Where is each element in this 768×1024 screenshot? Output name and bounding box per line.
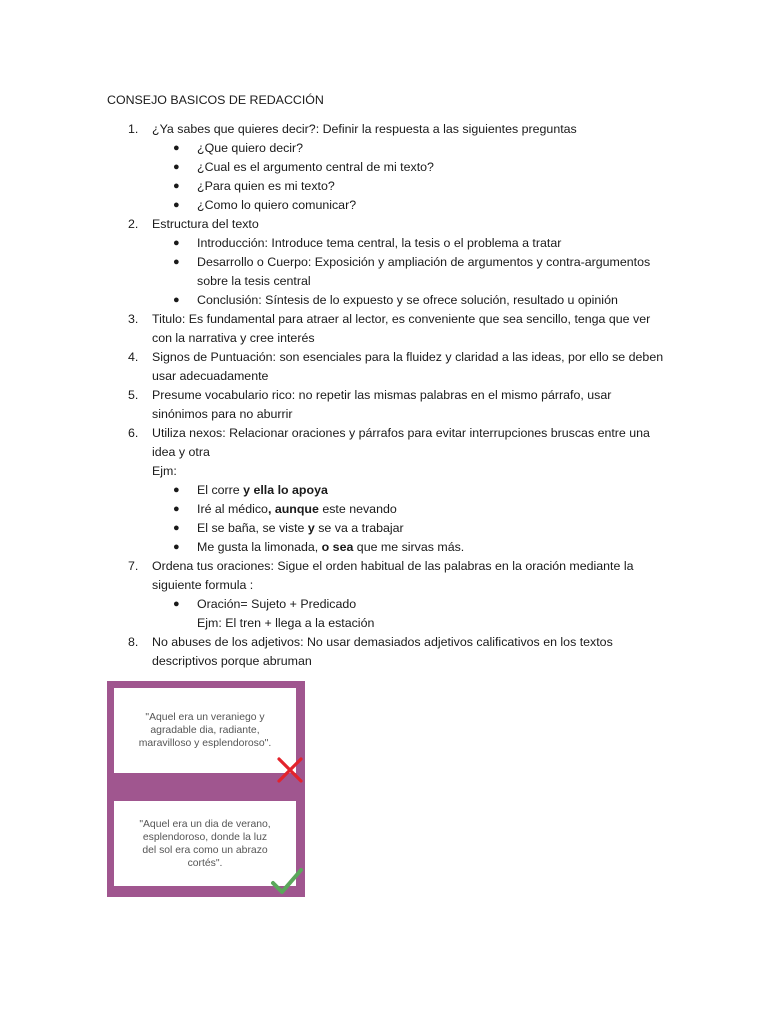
bullet-icon: ● — [173, 522, 180, 534]
sub-list — [152, 139, 667, 215]
sub-item: ● ¿Para quien es mi texto? — [152, 177, 667, 196]
wrong-example-card — [114, 688, 296, 773]
item-number: 4. — [128, 350, 139, 364]
sub-item: ● Desarrollo o Cuerpo: Exposición y ampliación de argumentos y contra-argumentos sobre la tesis central — [173, 255, 651, 288]
item-number: 6. — [128, 426, 139, 440]
bullet-icon: ● — [173, 484, 180, 496]
item-number: 1. — [128, 122, 139, 136]
list-item — [107, 424, 667, 557]
example-list — [152, 481, 667, 557]
item-number: 7. — [128, 559, 139, 573]
document-title: CONSEJO BASICOS DE REDACCIÓN — [107, 93, 324, 107]
wrong-example-text: "Aquel era un veraniego y agradable dia, radiante, maravilloso y esplendoroso". — [138, 712, 272, 749]
item-number: 8. — [128, 635, 139, 649]
sub-item: ● Conclusión: Síntesis de lo expuesto y se ofrece solución, resultado u opinión — [152, 291, 667, 310]
example-item: ● Me gusta la limonada, o sea que me sirvas más. — [152, 538, 667, 557]
list-item — [107, 386, 667, 424]
bullet-icon: ● — [173, 503, 180, 515]
list-item — [107, 310, 667, 348]
sub-item: ● Introducción: Introduce tema central, la tesis o el problema a tratar — [152, 234, 667, 253]
sub-item: ● ¿Que quiero decir? — [152, 139, 667, 158]
example-note: Ejm: El tren + llega a la estación — [197, 616, 375, 630]
item-number: 5. — [128, 388, 139, 402]
example-label: Ejm: — [152, 464, 177, 478]
item-text: Ordena tus oraciones: Sigue el orden habitual de las palabras en la oración mediante la siguiente formula : — [152, 559, 634, 592]
bullet-icon: ● — [173, 180, 180, 192]
list-item — [107, 120, 667, 215]
item-number: 3. — [128, 312, 139, 326]
list-item — [107, 348, 667, 386]
item-text: Utiliza nexos: Relacionar oraciones y párrafos para evitar interrupciones bruscas entre una idea y otra — [152, 426, 650, 459]
red-x-icon — [275, 755, 305, 785]
item-text: Signos de Puntuación: son esenciales para la fluidez y claridad a las ideas, por ello se deben usar adecuadamente — [152, 350, 664, 383]
bullet-icon: ● — [173, 598, 180, 610]
item-number: 2. — [128, 217, 139, 231]
list-item — [107, 215, 667, 310]
bullet-icon: ● — [173, 199, 180, 211]
example-item: ● Iré al médico, aunque este nevando — [152, 500, 667, 519]
green-check-icon — [269, 865, 305, 897]
item-text: Presume vocabulario rico: no repetir las mismas palabras en el mismo párrafo, usar sinónimos para no aburrir — [152, 388, 612, 421]
example-item: ● El se baña, se viste y se va a trabajar — [152, 519, 667, 538]
advice-list — [107, 120, 667, 671]
bullet-icon: ● — [173, 142, 180, 154]
sub-list — [152, 595, 667, 614]
sub-list — [152, 234, 667, 310]
bullet-icon: ● — [173, 237, 180, 249]
list-item — [107, 557, 667, 633]
item-text: Titulo: Es fundamental para atraer al lector, es conveniente que sea sencillo, tenga que ver con la narrativa y cree interés — [152, 312, 651, 345]
bullet-icon: ● — [173, 161, 180, 173]
sub-item: ● Oración= Sujeto + Predicado — [152, 595, 667, 614]
bullet-icon: ● — [173, 256, 180, 268]
bullet-icon: ● — [173, 541, 180, 553]
item-text: Estructura del texto — [152, 217, 259, 231]
list-item — [107, 633, 667, 671]
sub-item: ● ¿Como lo quiero comunicar? — [152, 196, 667, 215]
sub-item: ● ¿Cual es el argumento central de mi texto? — [152, 158, 667, 177]
item-text: No abuses de los adjetivos: No usar demasiados adjetivos calificativos en los textos descriptivos porque abruman — [152, 635, 613, 668]
item-text: ¿Ya sabes que quieres decir?: Definir la respuesta a las siguientes preguntas — [152, 122, 577, 136]
adjectives-example-figure — [107, 681, 305, 897]
example-item: ● El corre y ella lo apoya — [152, 481, 667, 500]
bullet-icon: ● — [173, 294, 180, 306]
right-example-text: "Aquel era un dia de verano, esplendoroso, donde la luz del sol era como un abrazo cortés". — [139, 818, 271, 869]
